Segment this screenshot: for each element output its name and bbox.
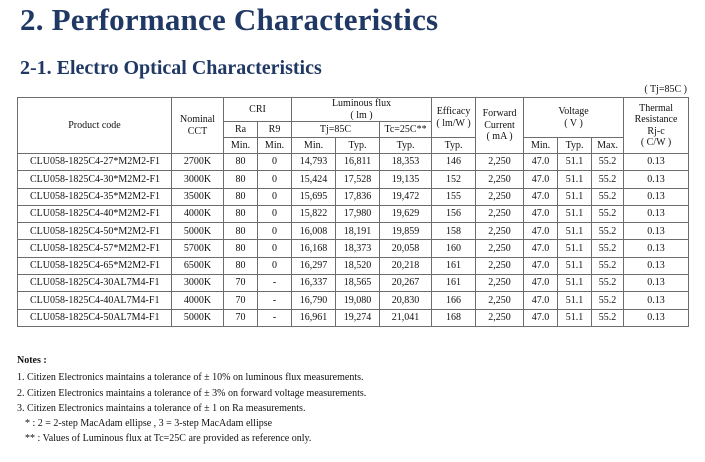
- header-product-code: Product code: [18, 98, 172, 154]
- cell-flux-min: 16,008: [292, 223, 336, 240]
- cell-flux-typ: 17,528: [336, 171, 380, 188]
- cell-r9: -: [258, 309, 292, 326]
- header-voltage: [524, 98, 624, 138]
- electro-optical-table: [17, 97, 689, 327]
- header-forward-current-label: Forward Current: [482, 108, 517, 131]
- cell-product-code: CLU058-1825C4-65*M2M2-F1: [18, 257, 172, 274]
- notes-section: [17, 353, 677, 447]
- cell-voltage-typ: 51.1: [558, 292, 592, 309]
- cell-efficacy: 155: [432, 188, 476, 205]
- note-item: 3. Citizen Electronics maintains a tolerance of ± 1 on Ra measurements.: [17, 402, 306, 414]
- cell-nominal-cct: 3500K: [172, 188, 224, 205]
- cell-ra: 80: [224, 240, 258, 257]
- cell-nominal-cct: 4000K: [172, 205, 224, 222]
- cell-forward-current: 2,250: [476, 205, 524, 222]
- cell-voltage-min: 47.0: [524, 154, 558, 171]
- cell-r9: 0: [258, 188, 292, 205]
- test-condition: ( Tj=85C ): [644, 84, 687, 95]
- cell-forward-current: 2,250: [476, 223, 524, 240]
- cell-voltage-typ: 51.1: [558, 309, 592, 326]
- cell-flux-min: 16,337: [292, 275, 336, 292]
- cell-voltage-typ: 51.1: [558, 171, 592, 188]
- cell-voltage-max: 55.2: [592, 223, 624, 240]
- cell-flux-typ: 19,274: [336, 309, 380, 326]
- cell-thermal-resistance: 0.13: [624, 309, 689, 326]
- note-macadam: * : 2 = 2-step MacAdam ellipse , 3 = 3-step MacAdam ellipse: [25, 418, 273, 430]
- header-luminous-flux: [292, 98, 432, 122]
- cell-nominal-cct: 5000K: [172, 223, 224, 240]
- header-voltage-typ: Typ.: [558, 138, 592, 154]
- table-row: [18, 188, 689, 205]
- cell-efficacy: 160: [432, 240, 476, 257]
- header-voltage-unit: ( V ): [564, 117, 583, 129]
- table-row: [18, 292, 689, 309]
- cell-efficacy: 168: [432, 309, 476, 326]
- cell-ra: 80: [224, 223, 258, 240]
- header-ra-min: Min.: [224, 138, 258, 154]
- cell-nominal-cct: 2700K: [172, 154, 224, 171]
- cell-voltage-typ: 51.1: [558, 240, 592, 257]
- cell-flux-min: 16,961: [292, 309, 336, 326]
- cell-thermal-resistance: 0.13: [624, 205, 689, 222]
- note-item: 2. Citizen Electronics maintains a tolerance of ± 3% on forward voltage measurements.: [17, 387, 367, 399]
- cell-flux-tc: 19,472: [380, 188, 432, 205]
- cell-voltage-min: 47.0: [524, 257, 558, 274]
- cell-flux-min: 15,695: [292, 188, 336, 205]
- cell-ra: 80: [224, 154, 258, 171]
- header-tc: Tc=25C**: [380, 122, 432, 138]
- header-voltage-label: Voltage: [558, 106, 589, 117]
- header-voltage-min: Min.: [524, 138, 558, 154]
- cell-product-code: CLU058-1825C4-30*M2M2-F1: [18, 171, 172, 188]
- header-r9: R9: [258, 122, 292, 138]
- cell-r9: -: [258, 275, 292, 292]
- cell-flux-tc: 18,353: [380, 154, 432, 171]
- cell-flux-tc: 19,629: [380, 205, 432, 222]
- cell-r9: 0: [258, 154, 292, 171]
- header-efficacy: [432, 98, 476, 138]
- header-luminous-flux-label: Luminous flux: [331, 98, 392, 109]
- cell-thermal-resistance: 0.13: [624, 257, 689, 274]
- cell-voltage-max: 55.2: [592, 154, 624, 171]
- header-cri: CRI: [224, 98, 292, 122]
- cell-flux-tc: 21,041: [380, 309, 432, 326]
- note-item: 1. Citizen Electronics maintains a tolerance of ± 10% on luminous flux measurements.: [17, 372, 364, 384]
- cell-nominal-cct: 4000K: [172, 292, 224, 309]
- cell-ra: 70: [224, 275, 258, 292]
- cell-nominal-cct: 3000K: [172, 275, 224, 292]
- cell-forward-current: 2,250: [476, 292, 524, 309]
- header-luminous-flux-unit: ( lm ): [350, 109, 373, 121]
- cell-product-code: CLU058-1825C4-57*M2M2-F1: [18, 240, 172, 257]
- cell-efficacy: 161: [432, 257, 476, 274]
- header-tj: Tj=85C: [292, 122, 380, 138]
- cell-r9: -: [258, 292, 292, 309]
- cell-flux-tc: 20,058: [380, 240, 432, 257]
- cell-product-code: CLU058-1825C4-40*M2M2-F1: [18, 205, 172, 222]
- cell-voltage-typ: 51.1: [558, 275, 592, 292]
- cell-flux-typ: 18,520: [336, 257, 380, 274]
- cell-efficacy: 146: [432, 154, 476, 171]
- cell-efficacy: 158: [432, 223, 476, 240]
- cell-product-code: CLU058-1825C4-40AL7M4-F1: [18, 292, 172, 309]
- cell-flux-tc: 20,267: [380, 275, 432, 292]
- cell-efficacy: 156: [432, 205, 476, 222]
- cell-thermal-resistance: 0.13: [624, 223, 689, 240]
- header-forward-current: [476, 98, 524, 154]
- cell-flux-min: 15,822: [292, 205, 336, 222]
- cell-nominal-cct: 5000K: [172, 309, 224, 326]
- cell-flux-typ: 18,191: [336, 223, 380, 240]
- table-row: [18, 223, 689, 240]
- header-flux-min: Min.: [292, 138, 336, 154]
- table-row: [18, 275, 689, 292]
- cell-efficacy: 152: [432, 171, 476, 188]
- cell-r9: 0: [258, 223, 292, 240]
- section-title: 2-1. Electro Optical Characteristics: [20, 57, 322, 79]
- cell-efficacy: 166: [432, 292, 476, 309]
- header-voltage-max: Max.: [592, 138, 624, 154]
- cell-flux-typ: 19,080: [336, 292, 380, 309]
- cell-voltage-max: 55.2: [592, 205, 624, 222]
- cell-voltage-min: 47.0: [524, 205, 558, 222]
- header-flux-typ: Typ.: [336, 138, 380, 154]
- cell-nominal-cct: 6500K: [172, 257, 224, 274]
- cell-flux-typ: 17,836: [336, 188, 380, 205]
- header-nominal-cct: Nominal CCT: [172, 98, 224, 154]
- cell-voltage-min: 47.0: [524, 223, 558, 240]
- cell-voltage-max: 55.2: [592, 309, 624, 326]
- cell-voltage-typ: 51.1: [558, 223, 592, 240]
- cell-voltage-max: 55.2: [592, 257, 624, 274]
- cell-thermal-resistance: 0.13: [624, 171, 689, 188]
- table-row: [18, 205, 689, 222]
- header-flux-tc-typ: Typ.: [380, 138, 432, 154]
- cell-product-code: CLU058-1825C4-50*M2M2-F1: [18, 223, 172, 240]
- cell-thermal-resistance: 0.13: [624, 188, 689, 205]
- cell-flux-tc: 20,830: [380, 292, 432, 309]
- cell-voltage-min: 47.0: [524, 292, 558, 309]
- cell-flux-typ: 18,373: [336, 240, 380, 257]
- header-r9-min: Min.: [258, 138, 292, 154]
- cell-forward-current: 2,250: [476, 275, 524, 292]
- cell-flux-typ: 18,565: [336, 275, 380, 292]
- cell-thermal-resistance: 0.13: [624, 240, 689, 257]
- cell-flux-min: 16,790: [292, 292, 336, 309]
- header-thermal-label: Thermal Resistance: [634, 102, 678, 125]
- table-row: [18, 257, 689, 274]
- cell-product-code: CLU058-1825C4-35*M2M2-F1: [18, 188, 172, 205]
- cell-voltage-max: 55.2: [592, 292, 624, 309]
- cell-r9: 0: [258, 240, 292, 257]
- header-efficacy-label: Efficacy: [436, 106, 471, 117]
- cell-ra: 70: [224, 292, 258, 309]
- header-ra: Ra: [224, 122, 258, 138]
- cell-voltage-typ: 51.1: [558, 188, 592, 205]
- cell-voltage-max: 55.2: [592, 171, 624, 188]
- cell-ra: 80: [224, 188, 258, 205]
- cell-forward-current: 2,250: [476, 309, 524, 326]
- cell-forward-current: 2,250: [476, 257, 524, 274]
- cell-r9: 0: [258, 205, 292, 222]
- cell-product-code: CLU058-1825C4-27*M2M2-F1: [18, 154, 172, 171]
- cell-flux-min: 16,297: [292, 257, 336, 274]
- cell-product-code: CLU058-1825C4-30AL7M4-F1: [18, 275, 172, 292]
- header-thermal-unit: ( C/W ): [640, 137, 672, 148]
- table-row: [18, 240, 689, 257]
- cell-voltage-max: 55.2: [592, 275, 624, 292]
- header-efficacy-unit: ( lm/W ): [436, 117, 471, 129]
- cell-ra: 80: [224, 205, 258, 222]
- cell-ra: 70: [224, 309, 258, 326]
- cell-r9: 0: [258, 171, 292, 188]
- cell-flux-min: 16,168: [292, 240, 336, 257]
- cell-efficacy: 161: [432, 275, 476, 292]
- cell-voltage-min: 47.0: [524, 275, 558, 292]
- cell-ra: 80: [224, 257, 258, 274]
- note-reference: ** : Values of Luminous flux at Tc=25C are provided as reference only.: [25, 433, 312, 445]
- header-efficacy-typ: Typ.: [432, 138, 476, 154]
- cell-ra: 80: [224, 171, 258, 188]
- cell-nominal-cct: 3000K: [172, 171, 224, 188]
- cell-flux-tc: 19,135: [380, 171, 432, 188]
- cell-flux-min: 14,793: [292, 154, 336, 171]
- cell-r9: 0: [258, 257, 292, 274]
- cell-voltage-typ: 51.1: [558, 205, 592, 222]
- cell-forward-current: 2,250: [476, 188, 524, 205]
- cell-flux-tc: 19,859: [380, 223, 432, 240]
- cell-voltage-max: 55.2: [592, 188, 624, 205]
- cell-flux-typ: 17,980: [336, 205, 380, 222]
- cell-flux-tc: 20,218: [380, 257, 432, 274]
- page-title: 2. Performance Characteristics: [20, 2, 439, 37]
- table-row: [18, 309, 689, 326]
- cell-forward-current: 2,250: [476, 171, 524, 188]
- cell-flux-min: 15,424: [292, 171, 336, 188]
- cell-voltage-min: 47.0: [524, 171, 558, 188]
- cell-forward-current: 2,250: [476, 154, 524, 171]
- cell-thermal-resistance: 0.13: [624, 292, 689, 309]
- cell-voltage-min: 47.0: [524, 240, 558, 257]
- table-row: [18, 154, 689, 171]
- cell-voltage-typ: 51.1: [558, 154, 592, 171]
- cell-voltage-max: 55.2: [592, 240, 624, 257]
- cell-flux-typ: 16,811: [336, 154, 380, 171]
- cell-thermal-resistance: 0.13: [624, 154, 689, 171]
- cell-voltage-typ: 51.1: [558, 257, 592, 274]
- cell-thermal-resistance: 0.13: [624, 275, 689, 292]
- header-thermal-symbol: Rj-c: [647, 125, 665, 137]
- table-row: [18, 171, 689, 188]
- cell-voltage-min: 47.0: [524, 188, 558, 205]
- cell-forward-current: 2,250: [476, 240, 524, 257]
- cell-voltage-min: 47.0: [524, 309, 558, 326]
- cell-nominal-cct: 5700K: [172, 240, 224, 257]
- cell-product-code: CLU058-1825C4-50AL7M4-F1: [18, 309, 172, 326]
- header-forward-current-unit: ( mA ): [486, 131, 513, 143]
- header-thermal-resistance: [624, 98, 689, 154]
- notes-heading: Notes :: [17, 355, 47, 366]
